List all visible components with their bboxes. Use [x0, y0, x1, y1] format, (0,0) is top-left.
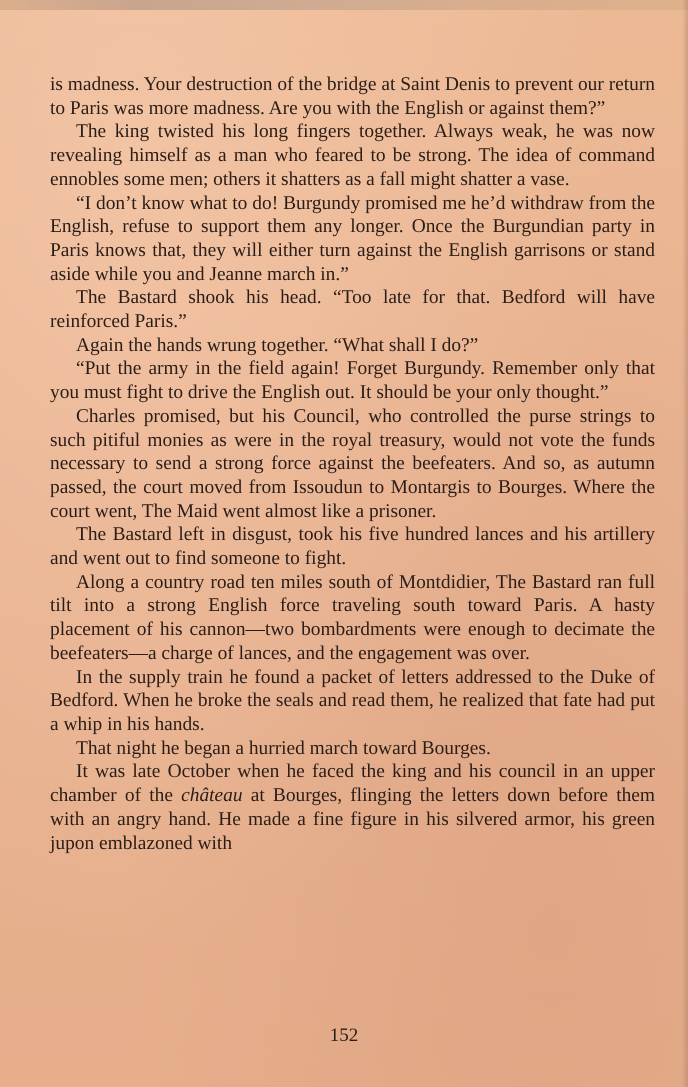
page-right-edge: [682, 0, 688, 1087]
paragraph: is madness. Your destruction of the bridge at Saint Denis to prevent our return to Paris was more madness. Are you with the English or against them?”: [50, 74, 655, 119]
paragraph: The Bastard left in disgust, took his five hundred lances and his artillery and went out to find someone to fight.: [50, 524, 655, 570]
paragraph: “I don’t know what to do! Burgundy promised me he’d withdraw from the English, refuse to support them any longer. Once the Burgundian party in Paris knows that, they will either turn against the English garrisons or stand aside while you and Jeanne march in.”: [50, 192, 655, 285]
paragraph: The king twisted his long fingers together. Always weak, he was now revealing himself as a man who feared to be strong. The idea of command ennobles some men; others it shatters as a fall might shatter a vase.: [50, 121, 655, 190]
paragraph-text-before: It was late October when he faced the king and his council in an upper chamber of the: [50, 761, 655, 807]
paragraph-text-after: at Bourges, flinging the letters down before them with an angry hand. He made a fine figure in his silvered armor, his green jupon emblazoned with: [50, 785, 655, 854]
italic-word: château: [181, 785, 243, 807]
paragraph: That night he began a hurried march toward Bourges.: [76, 737, 491, 759]
paragraph: “Put the army in the field again! Forget Burgundy. Remember only that you must fight to drive the English out. It should be your only thought.”: [50, 358, 655, 404]
page-top-edge: [0, 0, 688, 10]
paragraph: The Bastard shook his head. “Too late for that. Bedford will have reinforced Paris.”: [50, 287, 655, 333]
body-text: [50, 73, 655, 855]
paragraph-last: [50, 760, 655, 855]
page-number: 152: [329, 1025, 359, 1046]
paragraph: Along a country road ten miles south of Montdidier, The Bastard ran full tilt into a strong English force traveling south toward Paris. A hasty placement of his cannon—two bombardments were enough to decimate the beefeaters—a charge of lances, and the engagement was over.: [50, 571, 655, 664]
paragraph: Charles promised, but his Council, who controlled the purse strings to such pitiful monies as were in the royal treasury, would not vote the funds necessary to send a strong force against the beefeaters. And so, as autumn passed, the court moved from Issoudun to Montargis to Bourges. Where the court went, The Maid went almost like a prisoner.: [50, 405, 655, 522]
paragraph: Again the hands wrung together. “What shall I do?”: [76, 334, 479, 356]
paragraph: In the supply train he found a packet of letters addressed to the Duke of Bedford. When he broke the seals and read them, he realized that fate had put a whip in his hands.: [50, 666, 655, 735]
